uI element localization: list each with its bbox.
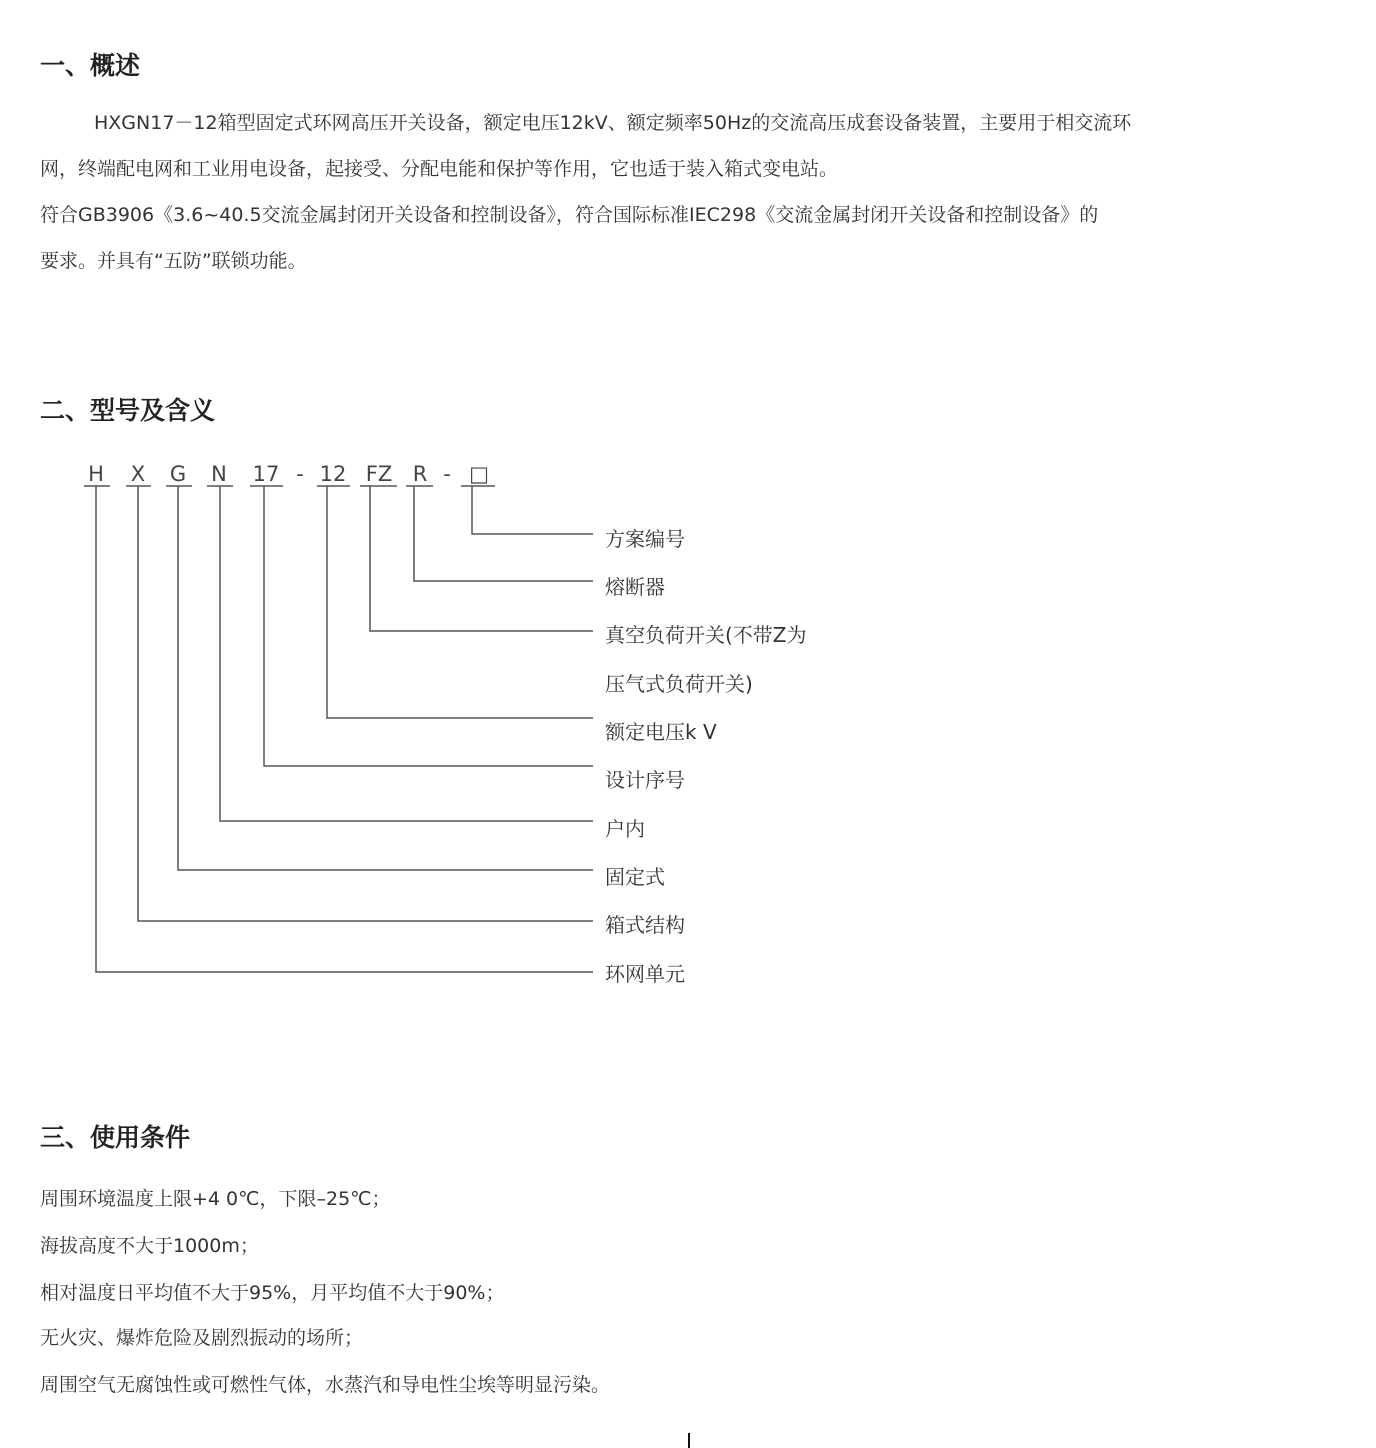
label-fixed-type: 固定式 [605,865,665,889]
condition-item: 周围空气无腐蚀性或可燃性气体，水蒸汽和导电性尘埃等明显污染。 [40,1374,611,1396]
label-gas-switch: 压气式负荷开关) [605,672,753,696]
connector-lines [96,486,593,972]
code-segment-r: R [412,462,428,486]
label-design-serial: 设计序号 [605,768,685,792]
code-segment-n: N [211,462,227,486]
section-title-overview: 一、概述 [40,51,141,80]
overview-line: 网，终端配电网和工业用电设备，起接受、分配电能和保护等作用，它也适于装入箱式变电站。 [40,158,839,180]
label-scheme-number: 方案编号 [605,527,685,551]
connector-fixed [178,486,593,870]
condition-item: 周围环境温度上限+4 0℃，下限–25℃； [40,1188,391,1210]
overview-paragraph [40,100,1340,284]
overview-line: 符合GB3906《3.6~40.5交流金属封闭开关设备和控制设备》，符合国际标准IEC298《交流金属封闭开关设备和控制设备》的 [40,204,1099,226]
page-edge-mark [688,1433,690,1448]
condition-item: 无火灾、爆炸危险及剧烈振动的场所； [40,1327,364,1349]
code-segment-12: 12 [319,462,347,486]
code-segment-box: □ [469,462,489,486]
connector-serial [264,486,593,766]
code-segment-17: 17 [252,462,280,486]
label-box-structure: 箱式结构 [605,913,685,937]
connector-indoor [220,486,593,821]
connector-switch [370,486,593,631]
overview-line: HXGN17－12箱型固定式环网高压开关设备，额定电压12kV、额定频率50Hz的交流高压成套设备装置，主要用于相交流环 [94,112,1132,134]
overview-line: 要求。并具有“五防”联锁功能。 [40,250,307,272]
connector-box [138,486,593,921]
label-fuse: 熔断器 [605,575,665,599]
section-title-conditions: 三、使用条件 [40,1123,191,1152]
code-segment-x: X [130,462,146,486]
code-segment-fz: FZ [365,462,393,486]
code-separator: - [296,462,304,486]
connector-ring [96,486,593,972]
model-code-diagram [0,440,900,1000]
label-vacuum-switch: 真空负荷开关(不带Z为 [605,623,807,647]
condition-item: 相对温度日平均值不大于95%，月平均值不大于90%； [40,1282,505,1304]
condition-item: 海拔高度不大于1000m； [40,1235,259,1257]
label-indoor: 户内 [605,817,645,841]
label-ring-unit: 环网单元 [605,962,685,986]
connector-voltage [327,486,593,718]
label-rated-voltage: 额定电压k V [605,720,717,744]
connector-scheme [472,486,593,534]
code-segment-g: G [169,462,187,486]
code-segment-h: H [88,462,104,486]
section-title-model: 二、型号及含义 [40,396,216,425]
code-separator: - [443,462,451,486]
